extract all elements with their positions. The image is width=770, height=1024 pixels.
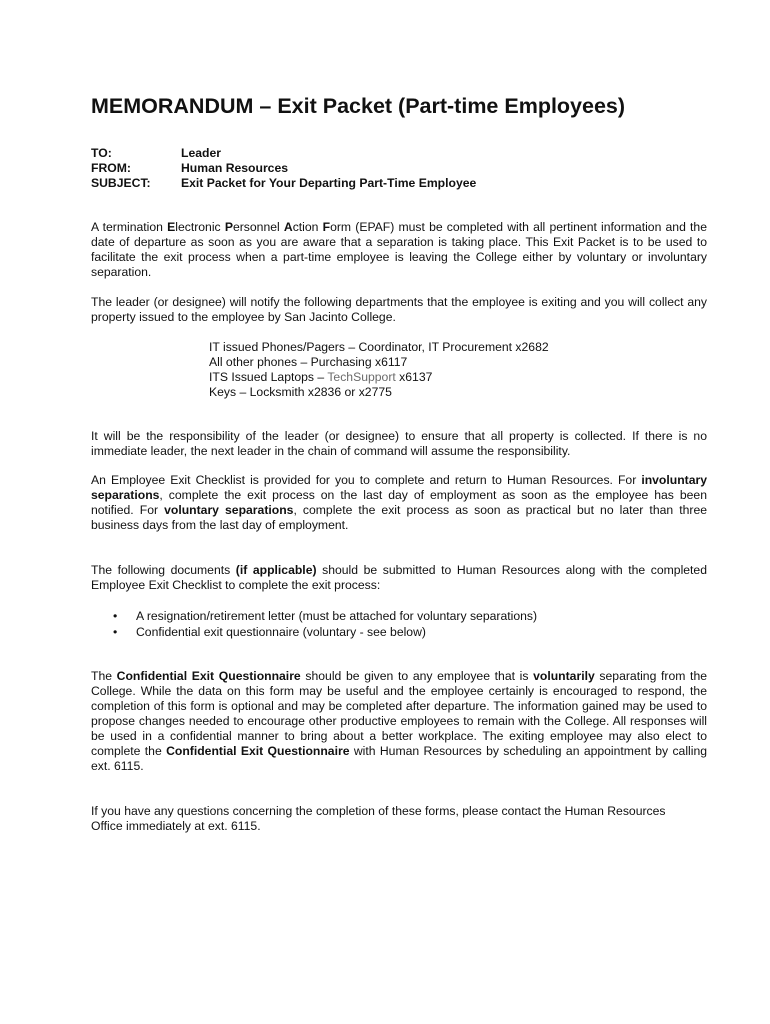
paragraph-documents: The following documents (if applicable) should be submitted to Human Resources along with the completed Employee Exit Checklist to complete the exit process: xyxy=(91,563,707,592)
from-value: Human Resources xyxy=(181,161,289,175)
contact-list xyxy=(209,340,549,400)
contact-item: ITS Issued Laptops – TechSupport x6137 xyxy=(209,370,433,384)
to-label: TO: xyxy=(91,146,112,160)
contact-item: Keys – Locksmith x2836 or x2775 xyxy=(209,385,392,399)
contact-item: All other phones – Purchasing x6117 xyxy=(209,355,408,369)
memo-page: MEMORANDUM – Exit Packet (Part-time Employees) TO: Leader FROM: Human Resources SUBJECT: Exit Packet for Your Departing Part-Time Employee A termination Electronic Personnel Action Form (EPAF) must be completed with all pertinent information and the date of departure as soon as you are aware that a separation is taking place. This Exit Packet is to be used to facilitate the exit process when a part-time employee is leaving the College either by voluntary or involuntary separation. The leader (or designee) will notify the following departments that the employee is exiting and you will collect any property issued to the employee by San Jacinto College. IT issued Phones/Pagers – Coordinator, IT Procurement x2682 All other phones – Purchasing x6117 ITS Issued Laptops – TechSupport x6137 Keys – Locksmith x2836 or x2775 It will be the responsibility of the leader (or designee) to ensure that all property is collected. If there is no immediate leader, the next leader in the chain of command will assume the responsibility. An Employee Exit Checklist is provided for you to complete and return to Human Resources. For involuntary separations, complete the exit process on the last day of employment as soon as the employee has been notified. For voluntary separations, complete the exit process as soon as practical but no later than three business days from the last day of employment. The following documents (if applicable) should be submitted to Human Resources along with the completed Employee Exit Checklist to complete the exit process: • A resignation/retirement letter (must be attached for voluntary separations) • Confidential exit questionnaire (voluntary - see below) The Confidential Exit Questionnaire should be given to any employee that is voluntarily separating from the College. While the data on this form may be useful and the employee certainly is encouraged to respond, the completion of this form is optional and may be completed after departure. The information gained may be used to propose changes needed to encourage other productive employees to remain with the College. All responses will be used in a confidential manner to bring about a better workplace. The exiting employee may also elect to complete the Confidential Exit Questionnaire with Human Resources by scheduling an appointment by calling ext. 6115. If you have any questions concerning the completion of these forms, please contact the Human Resources Office immediately at ext. 6115. xyxy=(91,94,708,833)
paragraph-questionnaire: The Confidential Exit Questionnaire should be given to any employee that is voluntarily separating from the College. While the data on this form may be useful and the employee certainly is encouraged to respond, the completion of this form is optional and may be completed after departure. The information gained may be used to propose changes needed to encourage other productive employees to remain with the College. All responses will be used in a confidential manner to bring about a better workplace. The exiting employee may also elect to complete the Confidential Exit Questionnaire with Human Resources by scheduling an appointment by calling ext. 6115. xyxy=(91,669,708,773)
subject-value: Exit Packet for Your Departing Part-Time Employee xyxy=(181,176,477,190)
bullet-icon: • xyxy=(113,625,118,639)
bullet-icon: • xyxy=(113,609,118,623)
paragraph-checklist: An Employee Exit Checklist is provided for you to complete and return to Human Resources. For involuntary separations, complete the exit process on the last day of employment as soon as the employee has been notified. For voluntary separations, complete the exit process as soon as practical but no later than three business days from the last day of employment. xyxy=(91,473,708,532)
paragraph-epaf: A termination Electronic Personnel Action Form (EPAF) must be completed with all pertinent information and the date of departure as soon as you are aware that a separation is taking place. This Exit Packet is to be used to facilitate the exit process when a part-time employee is leaving the College either by voluntary or involuntary separation. xyxy=(91,220,707,279)
paragraph-responsibility: It will be the responsibility of the leader (or designee) to ensure that all property is collected. If there is no immediate leader, the next leader in the chain of command will assume the responsibility. xyxy=(91,429,707,458)
techsupport-link[interactable]: TechSupport xyxy=(327,370,396,384)
memo-title: MEMORANDUM – Exit Packet (Part-time Employees) xyxy=(91,94,626,118)
from-label: FROM: xyxy=(91,161,131,175)
contact-item: IT issued Phones/Pagers – Coordinator, IT Procurement x2682 xyxy=(209,340,549,354)
paragraph-notify: The leader (or designee) will notify the following departments that the employee is exiting and you will collect any property issued to the employee by San Jacinto College. xyxy=(91,295,707,324)
subject-label: SUBJECT: xyxy=(91,176,151,190)
to-value: Leader xyxy=(181,146,221,160)
paragraph-contact: If you have any questions concerning the completion of these forms, please contact the Human Resources Office immediately at ext. 6115. xyxy=(91,804,666,833)
